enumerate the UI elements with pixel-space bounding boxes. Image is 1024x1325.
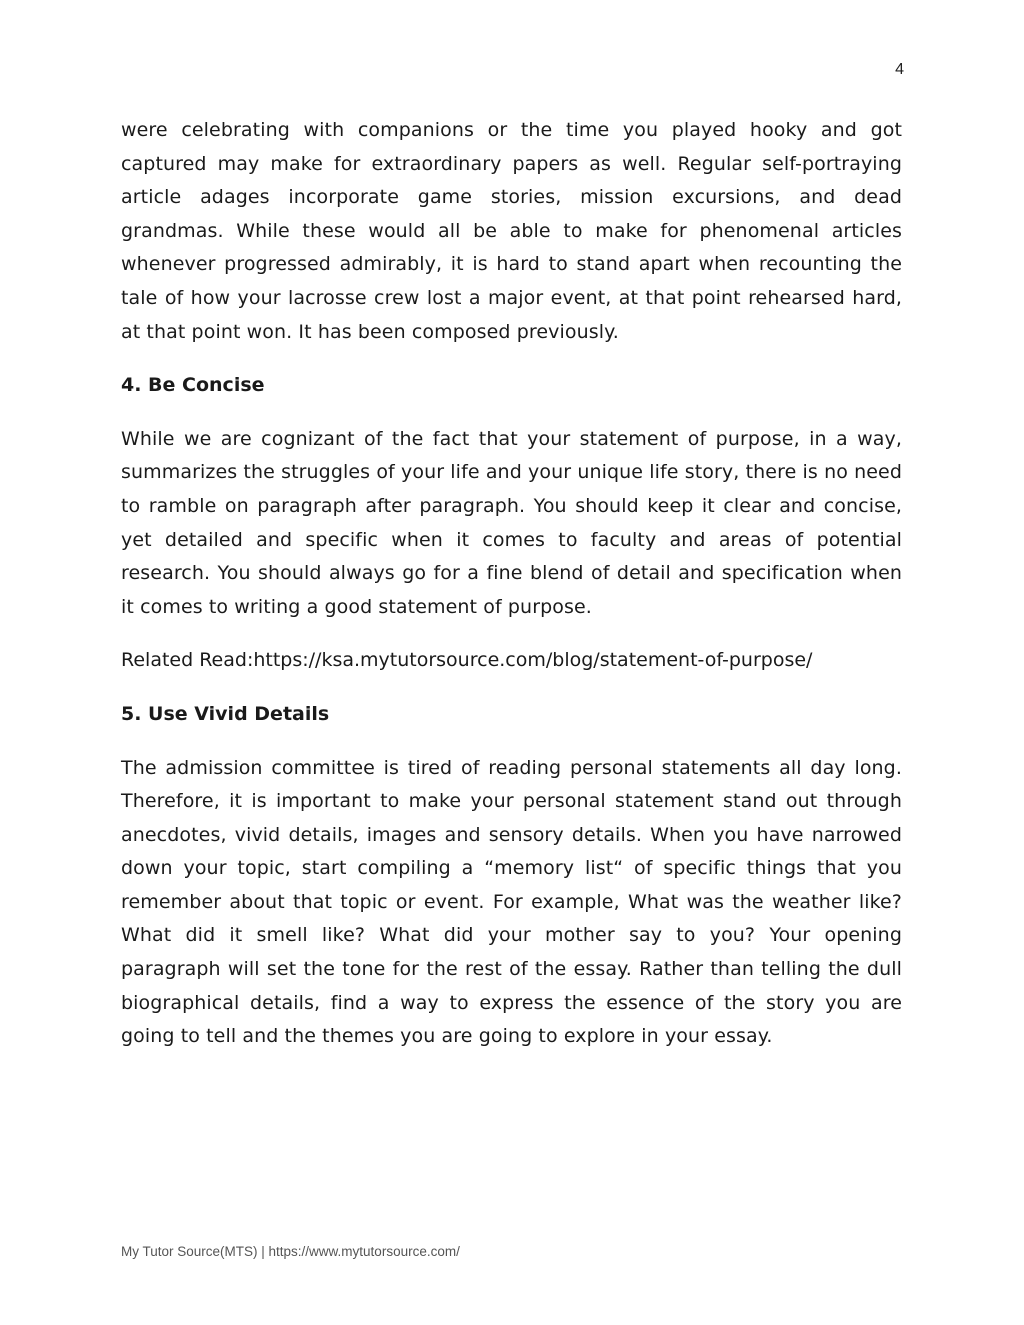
related-read-link[interactable]: Related Read:https://ksa.mytutorsource.com/blog/statement-of-purpose/ (121, 649, 813, 672)
document-body (121, 114, 902, 1074)
be-concise-paragraph: While we are cognizant of the fact that your statement of purpose, in a way, summarizes the struggles of your life and your unique life story, there is no need to ramble on paragraph after paragraph. You should keep it clear and concise, yet detailed and specific when it comes to faculty and areas of potential research. You should always go for a fine blend of detail and specification when it comes to writing a good statement of purpose. (121, 427, 902, 618)
section-heading-be-concise: 4. Be Concise (121, 374, 265, 397)
vivid-details-paragraph: The admission committee is tired of reading personal statements all day long. Therefore, it is important to make your personal statement stand out through anecdotes, vivid details, images and sensory details. When you have narrowed down your topic, start compiling a “memory list“ of specific things that you remember about that topic or event. For example, What was the weather like? What did it smell like? What did your mother say to you? Your opening paragraph will set the tone for the rest of the essay. Rather than telling the dull biographical details, find a way to express the essence of the story you are going to tell and the themes you are going to explore in your essay. (121, 756, 902, 1048)
page-number: 4 (895, 61, 904, 78)
intro-paragraph: were celebrating with companions or the time you played hooky and got captured may make for extraordinary papers as well. Regular self-portraying article adages incorporate game stories, mission excursions, and dead grandmas. While these would all be able to make for phenomenal articles whenever progressed admirably, it is hard to stand apart when recounting the tale of how your lacrosse crew lost a major event, at that point rehearsed hard, at that point won. It has been composed previously. (121, 119, 902, 343)
page-footer: My Tutor Source(MTS) | https://www.mytutorsource.com/ (121, 1244, 460, 1259)
section-heading-vivid-details: 5. Use Vivid Details (121, 702, 330, 725)
